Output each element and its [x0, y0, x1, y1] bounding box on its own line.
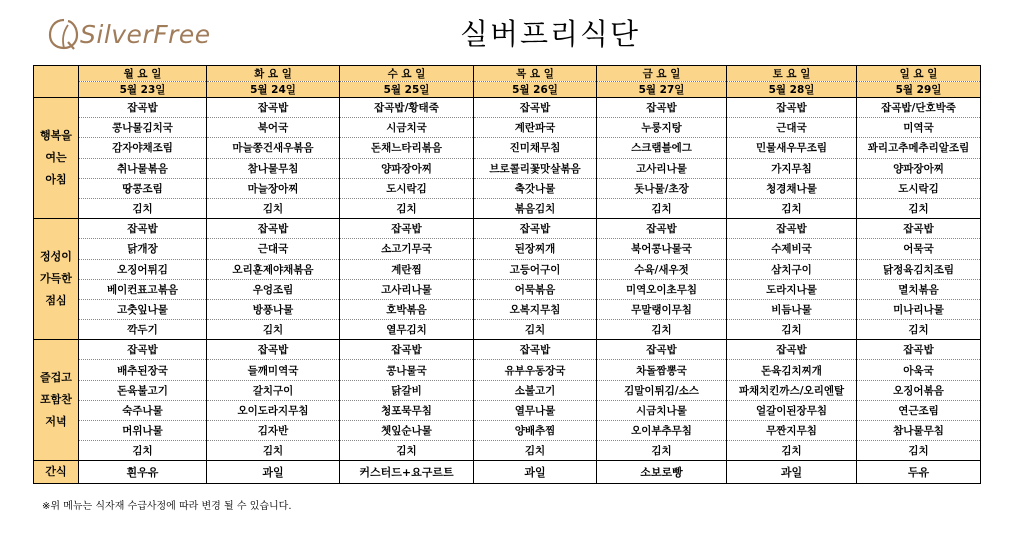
menu-item: 참나물무침 — [857, 421, 981, 441]
menu-item: 북어국 — [207, 118, 340, 138]
menu-item: 열무나물 — [474, 400, 597, 420]
day-header: 금 요 일 — [597, 66, 727, 82]
menu-item: 잡곡밥 — [79, 98, 207, 118]
menu-item: 어묵국 — [857, 239, 981, 259]
menu-item: 잡곡밥 — [857, 340, 981, 360]
menu-item: 미나리나물 — [857, 299, 981, 319]
menu-item: 마늘쫑건새우볶음 — [207, 138, 340, 158]
date-header: 5월 26일 — [474, 82, 597, 98]
page-title: 실버프리식단 — [459, 17, 641, 51]
meal-label-line: 행복을 — [40, 129, 72, 143]
table-row — [34, 158, 981, 178]
menu-item: 땅콩조림 — [79, 178, 207, 198]
menu-item: 볶음김치 — [474, 198, 597, 218]
meal-label-line: 정성이 — [40, 250, 72, 264]
menu-item: 호박볶음 — [340, 299, 474, 319]
menu-item: 꽈리고추메추리알조림 — [857, 138, 981, 158]
menu-item: 잡곡밥 — [727, 340, 857, 360]
menu-item: 김치 — [79, 441, 207, 461]
snack-row — [34, 461, 981, 484]
menu-item: 시금치국 — [340, 118, 474, 138]
menu-item: 김치 — [474, 441, 597, 461]
menu-item: 김치 — [727, 320, 857, 340]
day-header: 월 요 일 — [79, 66, 207, 82]
table-row — [34, 400, 981, 420]
menu-item: 닭개장 — [79, 239, 207, 259]
corner-cell — [34, 66, 79, 98]
menu-item: 김치 — [340, 441, 474, 461]
day-header: 일 요 일 — [857, 66, 981, 82]
menu-item: 김말이튀김/소스 — [597, 380, 727, 400]
menu-item: 고춧잎나물 — [79, 299, 207, 319]
menu-item: 고사리나물 — [597, 158, 727, 178]
snack-item: 소보로빵 — [597, 461, 727, 484]
date-header: 5월 29일 — [857, 82, 981, 98]
menu-item: 잡곡밥 — [207, 98, 340, 118]
menu-item: 유부우동장국 — [474, 360, 597, 380]
menu-item: 잡곡밥 — [474, 98, 597, 118]
menu-item: 어묵볶음 — [474, 279, 597, 299]
menu-item: 축갓나물 — [474, 178, 597, 198]
menu-item: 잡곡밥 — [727, 219, 857, 239]
menu-item: 북어콩나물국 — [597, 239, 727, 259]
menu-item: 차돌짬뽕국 — [597, 360, 727, 380]
menu-item: 잡곡밥 — [857, 219, 981, 239]
meal-label-line: 저녁 — [45, 415, 67, 429]
table-row — [34, 279, 981, 299]
menu-item: 진미채무침 — [474, 138, 597, 158]
date-header: 5월 27일 — [597, 82, 727, 98]
menu-item: 멸치볶음 — [857, 279, 981, 299]
menu-item: 수제비국 — [727, 239, 857, 259]
meal-label-line: 포함찬 — [40, 393, 72, 407]
meal-label-line: 점심 — [45, 294, 67, 308]
menu-item: 마늘장아찌 — [207, 178, 340, 198]
menu-item: 연근조림 — [857, 400, 981, 420]
menu-item: 들깨미역국 — [207, 360, 340, 380]
snack-item: 두유 — [857, 461, 981, 484]
menu-item: 계란파국 — [474, 118, 597, 138]
menu-item: 김치 — [857, 198, 981, 218]
menu-item: 잡곡밥 — [207, 219, 340, 239]
date-header: 5월 23일 — [79, 82, 207, 98]
menu-item: 김치 — [597, 198, 727, 218]
menu-item: 김치 — [727, 198, 857, 218]
menu-item: 쳇잎순나물 — [340, 421, 474, 441]
menu-item: 양파장아찌 — [340, 158, 474, 178]
menu-item: 김자반 — [207, 421, 340, 441]
meal-label-line: 아침 — [45, 173, 67, 187]
table-row — [34, 340, 981, 360]
snack-item: 과일 — [207, 461, 340, 484]
menu-item: 우엉조림 — [207, 279, 340, 299]
menu-item: 된장찌개 — [474, 239, 597, 259]
menu-item: 김치 — [857, 320, 981, 340]
menu-item: 가지무침 — [727, 158, 857, 178]
snack-item: 커스터드+요구르트 — [340, 461, 474, 484]
menu-item: 콩나물김치국 — [79, 118, 207, 138]
brand-logo — [46, 14, 211, 54]
menu-item: 김치 — [207, 320, 340, 340]
menu-item: 수육/새우젓 — [597, 259, 727, 279]
menu-item: 시금치나물 — [597, 400, 727, 420]
menu-item: 김치 — [597, 320, 727, 340]
snack-label: 간식 — [34, 461, 79, 484]
menu-item: 무짠지무침 — [727, 421, 857, 441]
menu-item: 파채치킨까스/오리엔탈 — [727, 380, 857, 400]
menu-item: 삼치구이 — [727, 259, 857, 279]
menu-item: 잡곡밥 — [727, 98, 857, 118]
date-header: 5월 25일 — [340, 82, 474, 98]
menu-item: 감자야채조림 — [79, 138, 207, 158]
menu-item: 잡곡밥 — [340, 219, 474, 239]
menu-item: 계란찜 — [340, 259, 474, 279]
brand-name: SilverFree — [80, 19, 211, 49]
menu-item: 잡곡밥 — [597, 340, 727, 360]
menu-item: 오리훈제야채볶음 — [207, 259, 340, 279]
menu-item: 고사리나물 — [340, 279, 474, 299]
menu-item: 오복지무침 — [474, 299, 597, 319]
menu-item: 깍두기 — [79, 320, 207, 340]
menu-item: 김치 — [207, 198, 340, 218]
date-header: 5월 24일 — [207, 82, 340, 98]
table-row — [34, 421, 981, 441]
menu-item: 청경채나물 — [727, 178, 857, 198]
date-header: 5월 28일 — [727, 82, 857, 98]
menu-item: 양파장아찌 — [857, 158, 981, 178]
menu-item: 머위나물 — [79, 421, 207, 441]
menu-item: 청포묵무침 — [340, 400, 474, 420]
menu-item: 고등어구이 — [474, 259, 597, 279]
table-row — [34, 320, 981, 340]
day-header: 수 요 일 — [340, 66, 474, 82]
menu-item: 방풍나물 — [207, 299, 340, 319]
meal-label — [34, 219, 79, 340]
menu-item: 스크램블에그 — [597, 138, 727, 158]
table-row — [34, 178, 981, 198]
menu-item: 오징어볶음 — [857, 380, 981, 400]
menu-item: 오이도라지무침 — [207, 400, 340, 420]
table-row — [34, 299, 981, 319]
menu-item: 취나물볶음 — [79, 158, 207, 178]
menu-item: 김치 — [474, 320, 597, 340]
menu-item: 오징어튀김 — [79, 259, 207, 279]
table-row — [34, 259, 981, 279]
table-row — [34, 98, 981, 118]
meal-label — [34, 98, 79, 219]
menu-item: 잡곡밥 — [474, 219, 597, 239]
menu-item: 아욱국 — [857, 360, 981, 380]
menu-item: 참나물무침 — [207, 158, 340, 178]
table-row — [34, 219, 981, 239]
meal-plan-table — [33, 65, 981, 484]
menu-item: 김치 — [857, 441, 981, 461]
menu-item: 얼갈이된장무침 — [727, 400, 857, 420]
menu-item: 돗나물/초장 — [597, 178, 727, 198]
table-row — [34, 198, 981, 218]
menu-item: 잡곡밥/단호박죽 — [857, 98, 981, 118]
table-row — [34, 360, 981, 380]
menu-item: 도시락김 — [340, 178, 474, 198]
menu-item: 돈채느타리볶음 — [340, 138, 474, 158]
leaf-icon — [46, 16, 82, 52]
meal-label-line: 즐겁고 — [40, 371, 72, 385]
meal-label-line: 여는 — [45, 151, 67, 165]
menu-item: 잡곡밥 — [79, 219, 207, 239]
menu-item: 잡곡밥 — [597, 219, 727, 239]
menu-item: 누룽지탕 — [597, 118, 727, 138]
menu-item: 미역오이초무침 — [597, 279, 727, 299]
table-row — [34, 380, 981, 400]
menu-item: 잡곡밥 — [79, 340, 207, 360]
snack-item: 흰우유 — [79, 461, 207, 484]
menu-item: 오이부추무침 — [597, 421, 727, 441]
menu-item: 잡곡밥 — [597, 98, 727, 118]
menu-item: 잡곡밥 — [340, 340, 474, 360]
menu-item: 근대국 — [207, 239, 340, 259]
table-row — [34, 118, 981, 138]
menu-item: 베이컨표고볶음 — [79, 279, 207, 299]
table-row — [34, 441, 981, 461]
menu-item: 돈육김치찌개 — [727, 360, 857, 380]
menu-item: 돈육불고기 — [79, 380, 207, 400]
table-row — [34, 239, 981, 259]
menu-item: 닭갈비 — [340, 380, 474, 400]
menu-item: 잡곡밥/황태죽 — [340, 98, 474, 118]
menu-item: 도라지나물 — [727, 279, 857, 299]
menu-item: 숙주나물 — [79, 400, 207, 420]
menu-item: 콩나물국 — [340, 360, 474, 380]
snack-item: 과일 — [727, 461, 857, 484]
menu-item: 김치 — [727, 441, 857, 461]
table-row — [34, 138, 981, 158]
menu-item: 김치 — [340, 198, 474, 218]
menu-item: 양배추찜 — [474, 421, 597, 441]
notice-text: ※위 메뉴는 식자재 수급사정에 따라 변경 될 수 있습니다. — [42, 501, 292, 512]
menu-item: 열무김치 — [340, 320, 474, 340]
day-header: 토 요 일 — [727, 66, 857, 82]
menu-item: 닭정육김치조림 — [857, 259, 981, 279]
menu-item: 브로콜리꽃맛살볶음 — [474, 158, 597, 178]
snack-item: 과일 — [474, 461, 597, 484]
meal-label-line: 가득한 — [40, 272, 72, 286]
menu-item: 민물새우무조림 — [727, 138, 857, 158]
menu-item: 김치 — [79, 198, 207, 218]
menu-item: 갈치구이 — [207, 380, 340, 400]
menu-item: 잡곡밥 — [474, 340, 597, 360]
menu-item: 무말랭이무침 — [597, 299, 727, 319]
menu-item: 배추된장국 — [79, 360, 207, 380]
day-header: 목 요 일 — [474, 66, 597, 82]
menu-item: 김치 — [597, 441, 727, 461]
menu-item: 근대국 — [727, 118, 857, 138]
menu-item: 미역국 — [857, 118, 981, 138]
menu-item: 소불고기 — [474, 380, 597, 400]
menu-item: 소고기무국 — [340, 239, 474, 259]
day-header: 화 요 일 — [207, 66, 340, 82]
menu-item: 김치 — [207, 441, 340, 461]
menu-item: 잡곡밥 — [207, 340, 340, 360]
menu-item: 비듬나물 — [727, 299, 857, 319]
meal-label — [34, 340, 79, 461]
menu-item: 도시락김 — [857, 178, 981, 198]
